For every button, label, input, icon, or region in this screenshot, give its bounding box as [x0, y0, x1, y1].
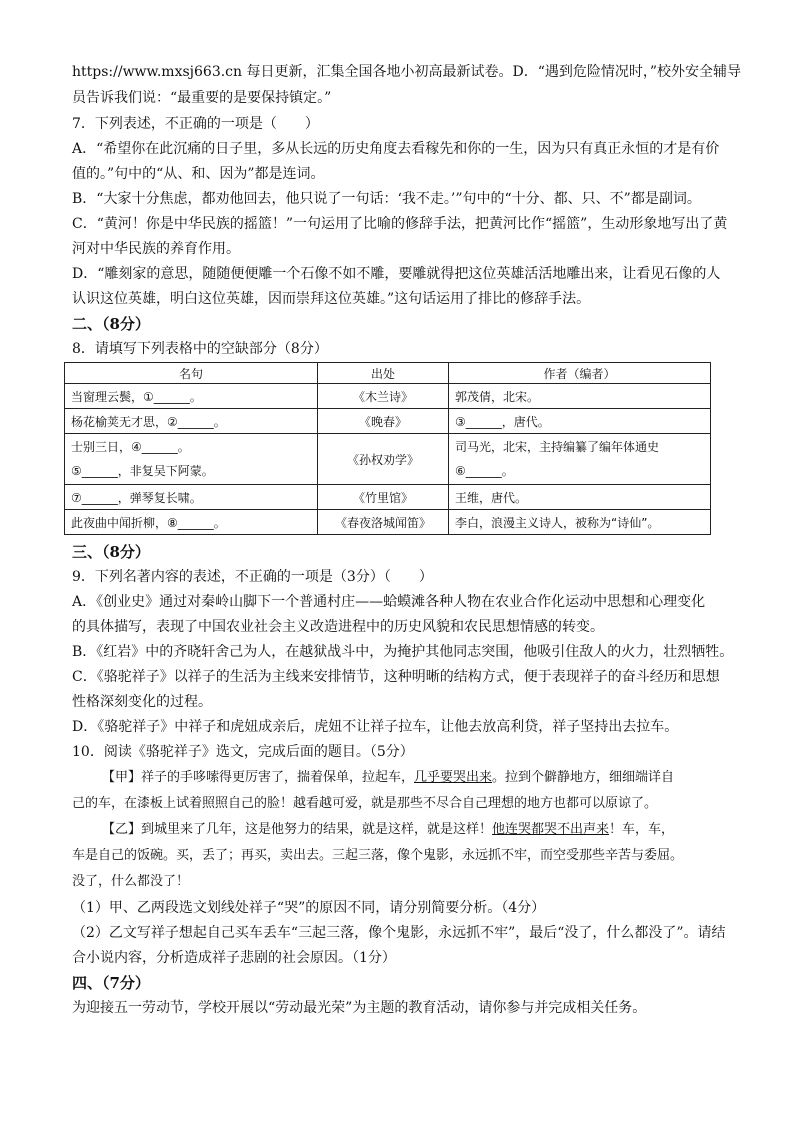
author-cell: 李白，浪漫主义诗人，被称为“诗仙”。	[449, 510, 711, 535]
source-cell: 《孙权劝学》	[318, 434, 449, 485]
q7-option-d-line1: D．“雕刻家的意思，随随便便雕一个石像不如不雕，要雕就得把这位英雄活活地雕出来，让看见石像的人	[72, 266, 721, 282]
author-cell: 王维，唐代。	[449, 485, 711, 510]
quote-line: 士别三日，④______。	[71, 440, 190, 454]
q9-option-c-line1: C．《骆驼祥子》以祥子的生活为主线来安排情节，这种明晰的结构方式，便于表现祥子的奋斗经历和思想	[72, 669, 720, 685]
q10-sub2-line1: （2）乙文写祥子想起自己买车丢车“三起三落，像个鬼影，永远抓不牢”，最后“没了，什么都没了”。请结	[72, 925, 726, 941]
table-row	[65, 510, 711, 535]
author-cell[interactable]: ③______，唐代。	[449, 409, 711, 434]
table-row	[65, 434, 711, 485]
q9-option-b: B．《红岩》中的齐晓轩舍己为人，在越狱战斗中，为掩护其他同志突围，他吸引住敌人的火力，壮烈牺牲。	[72, 644, 734, 660]
excerpt-jia-line2: 己的车，在漆板上试着照照自己的脸！越看越可爱，就是那些不尽合自己理想的地方也都可以原谅了。	[72, 796, 658, 811]
header-line-1: https://www.mxsj663.cn 每日更新，汇集全国各地小初高最新试卷。D．“遇到危险情况时，”校外安全辅导	[72, 64, 742, 80]
source-cell: 《春夜洛城闻笛》	[318, 510, 449, 535]
quote-cell[interactable]: 杨花榆荚无才思，②______。	[65, 409, 318, 434]
table-row	[65, 409, 711, 434]
q7-option-c-line1: C．“黄河！你是中华民族的摇篮！”一句运用了比喻的修辞手法，把黄河比作“摇篮”，生动形象地写出了黄	[72, 216, 728, 232]
section-4-intro: 为迎接五一劳动节，学校开展以“劳动最光荣”为主题的教育活动，请你参与并完成相关任务。	[72, 1000, 647, 1016]
table-row	[65, 485, 711, 510]
column-header-quote: 名句	[65, 363, 318, 384]
author-cell: 郭茂倩，北宋。	[449, 384, 711, 409]
q10-sub2-line2: 合小说内容，分析造成祥子悲剧的社会原因。（1分）	[72, 950, 396, 966]
section-3-title: 三、（8分）	[72, 543, 150, 561]
table-row	[65, 384, 711, 409]
q9-stem: 9．下列名著内容的表述，不正确的一项是（3分）（ ）	[72, 569, 433, 585]
quote-cell[interactable]: 此夜曲中闻折柳，⑧______。	[65, 510, 318, 535]
q7-stem: 7．下列表述，不正确的一项是（ ）	[72, 116, 319, 132]
column-header-source: 出处	[318, 363, 449, 384]
section-2-title: 二、（8分）	[72, 315, 150, 333]
excerpt-jia-line1	[102, 768, 674, 788]
excerpt-yi-line1	[102, 820, 674, 840]
q9-option-a-line2: 的具体描写，表现了中国农业社会主义改造进程中的历史风貌和农民思想情感的转变。	[72, 619, 604, 635]
excerpt-text: 【乙】到城里来了几年，这是他努力的结果，就是这样，就是这样！	[102, 822, 493, 837]
quote-cell[interactable]	[65, 434, 318, 485]
header-line-2: 员告诉我们说：“最重要的是要保持镇定。”	[72, 90, 332, 106]
q7-option-d-line2: 认识这位英雄，明白这位英雄，因而崇拜这位英雄。”这句话运用了排比的修辞手法。	[72, 291, 591, 307]
q10-stem: 10．阅读《骆驼祥子》选文，完成后面的题目。（5分）	[72, 744, 414, 760]
excerpt-text: 。拉到个僻静地方，细细端详自	[492, 770, 675, 785]
table-header-row	[65, 363, 711, 384]
q7-option-b: B．“大家十分焦虑，都劝他回去，他只说了一句话：‘我不走。’”句中的“十分、都、只、不”都是副词。	[72, 191, 701, 207]
q7-option-a-line2: 值的。”句中的“从、和、因为”都是连词。	[72, 166, 325, 182]
source-cell: 《木兰诗》	[318, 384, 449, 409]
author-line: 司马光，北宋，主持编纂了编年体通史	[455, 440, 660, 454]
author-cell[interactable]	[449, 434, 711, 485]
poetry-fill-table	[64, 362, 711, 535]
excerpt-yi-line3: 没了，什么都没了！	[72, 874, 190, 889]
underlined-phrase: 几乎要哭出来	[414, 770, 493, 785]
author-line: ⑥______。	[455, 464, 514, 478]
source-cell: 《晚春》	[318, 409, 449, 434]
q10-sub1: （1）甲、乙两段选文划线处祥子“哭”的原因不同，请分别简要分析。（4分）	[72, 900, 546, 916]
q9-option-c-line2: 性格深刻变化的过程。	[72, 694, 212, 710]
column-header-author: 作者（编者）	[449, 363, 711, 384]
quote-line: ⑤______，非复吴下阿蒙。	[71, 464, 214, 478]
q7-option-a-line1: A．“希望你在此沉痛的日子里，多从长远的历史角度去看稼先和你的一生，因为只有真正永恒的才是有价	[72, 141, 720, 157]
quote-cell[interactable]: 当窗理云鬓，①______。	[65, 384, 318, 409]
excerpt-text: ！车，车，	[609, 822, 675, 837]
section-4-title: 四、（7分）	[72, 974, 150, 992]
excerpt-yi-line2: 车是自己的饭碗。买，丢了；再买，卖出去。三起三落，像个鬼影，永远抓不牢，而空受那些辛苦与委屈。	[72, 848, 684, 863]
excerpt-text: 【甲】祥子的手哆嗦得更厉害了，揣着保单，拉起车，	[102, 770, 415, 785]
q7-option-c-line2: 河对中华民族的养育作用。	[72, 241, 240, 257]
source-cell: 《竹里馆》	[318, 485, 449, 510]
q9-option-a-line1: A．《创业史》通过对秦岭山脚下一个普通村庄——蛤蟆滩各种人物在农业合作化运动中思想和心理变化	[72, 594, 706, 610]
q8-stem: 8．请填写下列表格中的空缺部分（8分）	[72, 341, 328, 357]
quote-cell[interactable]: ⑦______，弹琴复长啸。	[65, 485, 318, 510]
underlined-phrase: 他连哭都哭不出声来	[492, 822, 610, 837]
q9-option-d: D．《骆驼祥子》中祥子和虎妞成亲后，虎妞不让祥子拉车，让他去放高利贷，祥子坚持出去拉车。	[72, 719, 679, 735]
